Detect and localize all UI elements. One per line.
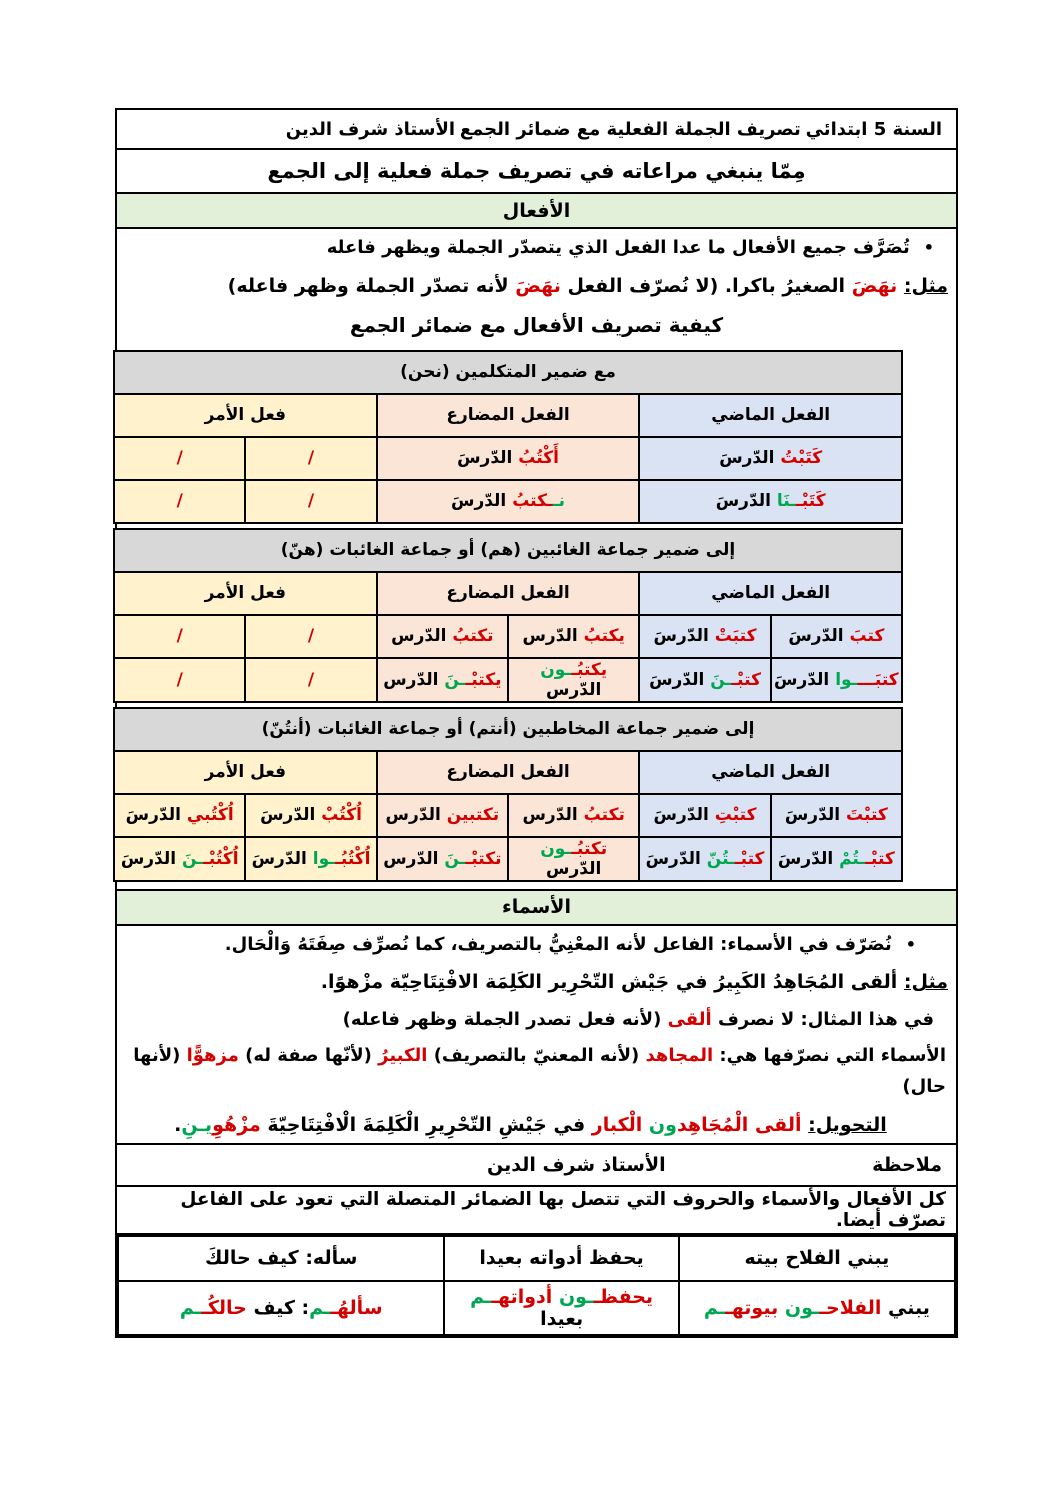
bullet-icon: •	[923, 238, 934, 257]
conj-table-antum	[113, 707, 903, 882]
col-header-present: الفعل المضارع	[377, 394, 640, 437]
worksheet-frame	[115, 108, 958, 1338]
table-band: إلى ضمير جماعة الغائبين (هم) أو جماعة الغائبات (هنّ)	[114, 529, 902, 572]
conj-table-nahnu	[113, 350, 903, 524]
present-cell: نــكتبُ الدّرسَ	[377, 480, 640, 523]
table-row	[114, 437, 902, 480]
past-cell: كَتَبْــنَا الدّرسَ	[639, 480, 902, 523]
past-cell: كتبَــــوا الدّرسَ	[771, 658, 902, 702]
grade-label: السنة 5 ابتدائي	[805, 118, 942, 140]
col-header-imperative: فعل الأمر	[114, 572, 377, 615]
table-band: مع ضمير المتكلمين (نحن)	[114, 351, 902, 394]
teacher-name: الأستاذ شرف الدين	[285, 118, 456, 140]
table-row	[114, 658, 902, 702]
page-subtitle: مِمّا ينبغي مراعاته في تصريف جملة فعلية إلى الجمع	[117, 150, 956, 194]
table-band: إلى ضمير جماعة المخاطبين (أنتم) أو جماعة الغائبات (أنتُنّ)	[114, 708, 902, 751]
section-title-nouns: الأسماء	[117, 889, 956, 926]
example-plural-cell: سألهُــم: كيف حالكُــم	[118, 1281, 444, 1335]
section-title-verbs: الأفعال	[117, 194, 956, 229]
header-row	[117, 110, 956, 150]
slash-cell: /	[245, 437, 376, 480]
bullet-icon: •	[905, 934, 916, 954]
imperative-cell: اُكْتُبْ الدّرسَ	[245, 794, 376, 837]
slash-cell: /	[114, 480, 245, 523]
table-row	[118, 1236, 955, 1281]
doc-title: تصريف الجملة الفعلية مع ضمائر الجمع	[459, 118, 801, 140]
example-plural-cell: يبني الفلاحــون بيوتهــم	[679, 1281, 955, 1335]
slash-cell: /	[245, 658, 376, 702]
verbs-bullet-text: تُصَرَّف جميع الأفعال ما عدا الفعل الذي يتصدّر الجملة ويظهر فاعله	[326, 237, 910, 258]
imperative-cell: اُكْتُبي الدّرسَ	[114, 794, 245, 837]
slash-cell: /	[245, 615, 376, 658]
table-row	[114, 480, 902, 523]
nouns-note1-line: في هذا المثال: لا نصرف ألقى (لأنه فعل تصدر الجملة وظهر فاعله)	[342, 1008, 934, 1030]
present-cell: أَكْتُبُ الدّرسَ	[377, 437, 640, 480]
example-singular-cell: سأله: كيف حالكَ	[118, 1236, 444, 1281]
table-row	[114, 837, 902, 881]
verbs-example-line: مثل: نهَضَ الصغيرُ باكرا. (لا نُصرّف الفعل نهَضَ لأنه تصدّر الجملة وظهر فاعله)	[227, 274, 948, 297]
present-cell: تكتبُ الدّرس	[508, 794, 639, 837]
note-header-row	[117, 1143, 956, 1187]
slash-cell: /	[114, 615, 245, 658]
past-cell: كتبْــنَ الدّرسَ	[639, 658, 770, 702]
table-row	[114, 794, 902, 837]
past-cell: كتبْــتُنّ الدّرسَ	[639, 837, 770, 881]
example-singular-cell: يحفظ أدواته بعيدا	[444, 1236, 678, 1281]
example-singular-cell: يبني الفلاح بيته	[679, 1236, 955, 1281]
conj-table-hum	[113, 528, 903, 703]
past-cell: كَتَبْتُ الدّرسَ	[639, 437, 902, 480]
present-cell: يكتبْــنَ الدّرس	[377, 658, 508, 702]
present-cell: يكتبُــون الدّرس	[508, 658, 639, 702]
note-label: ملاحظة	[872, 1153, 942, 1176]
table-row	[118, 1281, 955, 1335]
note-text: كل الأفعال والأسماء والحروف التي تتصل بها الضمائر المتصلة التي تعود على الفاعل تصرّف أيضا.	[117, 1187, 956, 1235]
table-row	[114, 615, 902, 658]
past-cell: كتبَتْ الدّرسَ	[639, 615, 770, 658]
conjugation-how-title: كيفية تصريف الأفعال مع ضمائر الجمع	[349, 312, 724, 337]
nouns-bullet-text: نُصَرّف في الأسماء: الفاعل لأنه المعْنِيُّ بالتصريف، كما نُصرِّف صِفَتَهُ وَالْحَال.	[224, 933, 892, 955]
col-header-imperative: فعل الأمر	[114, 394, 377, 437]
present-cell: تكتبْــنَ الدّرس	[377, 837, 508, 881]
past-cell: كتبْتَ الدّرسَ	[771, 794, 902, 837]
col-header-present: الفعل المضارع	[377, 751, 640, 794]
example-plural-cell: يحفظــون أدواتهــم بعيدا	[444, 1281, 678, 1335]
nouns-bullet-line	[117, 926, 956, 963]
present-cell: تكتبُ الدّرس	[377, 615, 508, 658]
slash-cell: /	[245, 480, 376, 523]
slash-cell: /	[114, 658, 245, 702]
col-header-present: الفعل المضارع	[377, 572, 640, 615]
transformation-line: التحويل: ألقى الْمُجَاهِدون الْكبار في جَيْشِ التّحْرِيرِ الْكَلِمَةَ الْافْتِتَاحِيّةَ مزْهُوِيـنِ.	[174, 1113, 887, 1136]
present-cell: تكتبُــون الدّرس	[508, 837, 639, 881]
verbs-bullet-line	[117, 229, 956, 266]
examples-table	[117, 1235, 956, 1336]
slash-cell: /	[114, 437, 245, 480]
nouns-example-line: مثل: ألقى المُجَاهِدُ الكَبِيرُ في جَيْش التّحْرِير الكَلِمَة الافْتِتَاحِيّة مزْهوًا.	[320, 971, 948, 994]
imperative-cell: اُكْتُبُــوا الدّرسَ	[245, 837, 376, 881]
col-header-past: الفعل الماضي	[639, 394, 902, 437]
present-cell: يكتبُ الدّرس	[508, 615, 639, 658]
imperative-cell: اُكْتُبْــنَ الدّرسَ	[114, 837, 245, 881]
col-header-past: الفعل الماضي	[639, 751, 902, 794]
teacher-name: الأستاذ شرف الدين	[487, 1153, 666, 1176]
conj-table-1-wrap	[117, 348, 956, 889]
present-cell: تكتبين الدّرس	[377, 794, 508, 837]
past-cell: كتبْتِ الدّرسَ	[639, 794, 770, 837]
col-header-imperative: فعل الأمر	[114, 751, 377, 794]
past-cell: كتبَ الدّرسَ	[771, 615, 902, 658]
col-header-past: الفعل الماضي	[639, 572, 902, 615]
past-cell: كتبْــتُمْ الدّرسَ	[771, 837, 902, 881]
nouns-note2-line: الأسماء التي نصرّفها هي: المجاهد (لأنه المعنيّ بالتصريف) الكبيرُ (لأنّها صفة له) مزهوًّا (لأنها حال)	[133, 1045, 946, 1097]
